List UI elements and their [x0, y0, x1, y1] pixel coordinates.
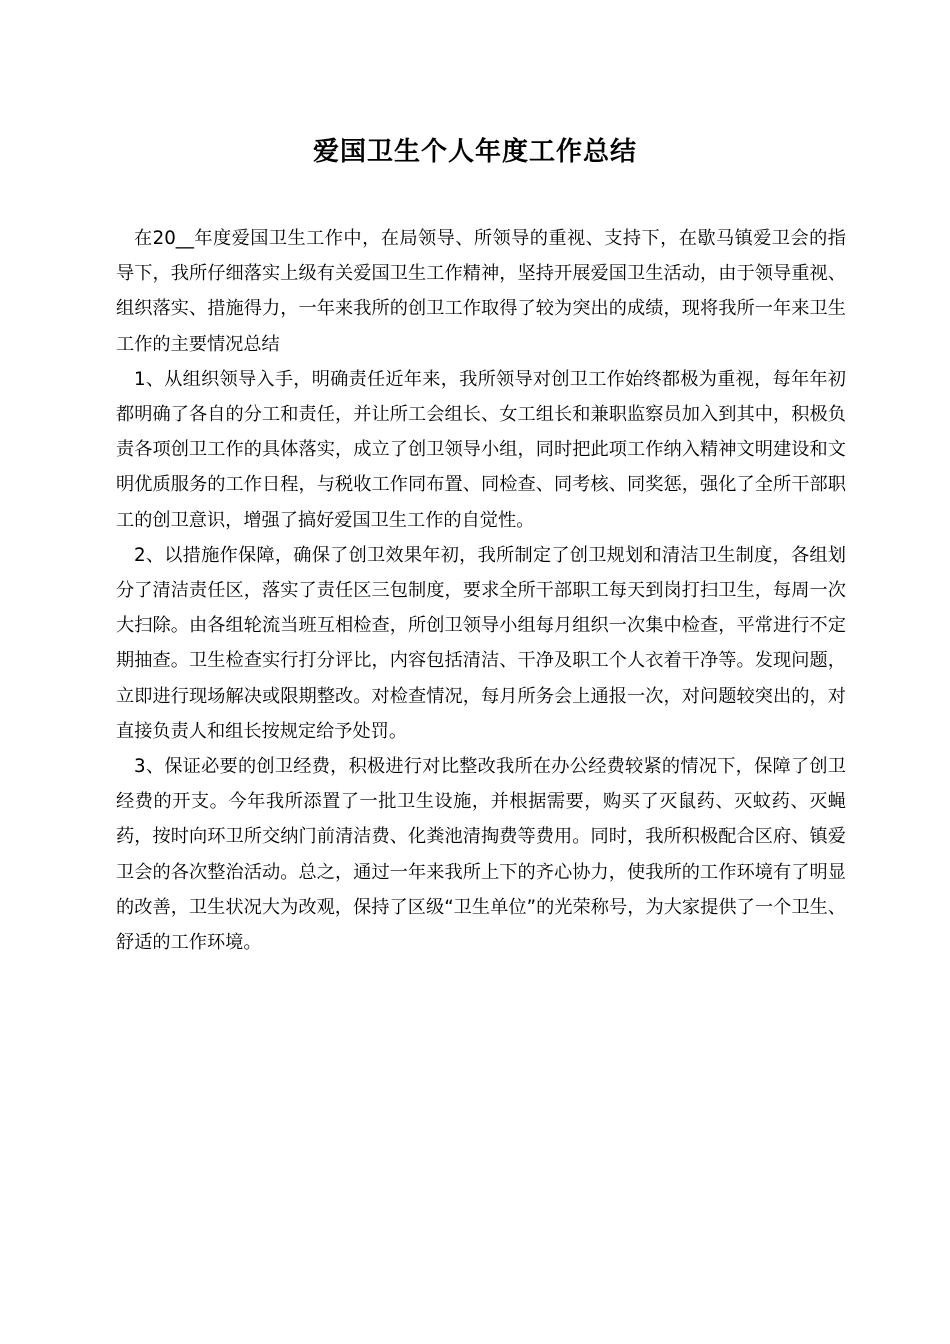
paragraph-section-1: 1、从组织领导入手，明确责任近年来，我所领导对创卫工作始终都极为重视，每年年初都明确了各自的分工和责任，并让所工会组长、女工组长和兼职监察员加入到其中，积极负责各项创卫工作的具体落实，成立了创卫领导小组，同时把此项工作纳入精神文明建设和文明优质服务的工作日程，与税收工作同布置、同检查、同考核、同奖惩，强化了全所干部职工的创卫意识，增强了搞好爱国卫生工作的自觉性。	[116, 368, 846, 531]
document-body	[116, 221, 846, 960]
document-title: 爱国卫生个人年度工作总结	[312, 137, 637, 167]
paragraph-section-2: 2、以措施作保障，确保了创卫效果年初，我所制定了创卫规划和清洁卫生制度，各组划分了清洁责任区，落实了责任区三包制度，要求全所干部职工每天到岗打扫卫生，每周一次大扫除。由各组轮流当班互相检查，所创卫领导小组每月组织一次集中检查，平常进行不定期抽查。卫生检查实行打分评比，内容包括清洁、干净及职工个人衣着干净等。发现问题，立即进行现场解决或限期整改。对检查情况，每月所务会上通报一次，对问题较突出的，对直接负责人和组长按规定给予处罚。	[116, 544, 846, 742]
paragraph-intro: 在20__年度爱国卫生工作中，在局领导、所领导的重视、支持下，在歇马镇爱卫会的指导下，我所仔细落实上级有关爱国卫生工作精神，坚持开展爱国卫生活动，由于领导重视、组织落实、措施得力，一年来我所的创卫工作取得了较为突出的成绩，现将我所一年来卫生工作的主要情况总结	[116, 228, 846, 355]
paragraph-section-3: 3、保证必要的创卫经费，积极进行对比整改我所在办公经费较紧的情况下，保障了创卫经费的开支。今年我所添置了一批卫生设施，并根据需要，购买了灭鼠药、灭蚊药、灭蝇药，按时向环卫所交纳门前清洁费、化粪池清掏费等费用。同时，我所积极配合区府、镇爱卫会的各次整治活动。总之，通过一年来我所上下的齐心协力，使我所的工作环境有了明显的改善，卫生状况大为改观，保持了区级“卫生单位”的光荣称号，为大家提供了一个卫生、舒适的工作环境。	[116, 756, 846, 954]
